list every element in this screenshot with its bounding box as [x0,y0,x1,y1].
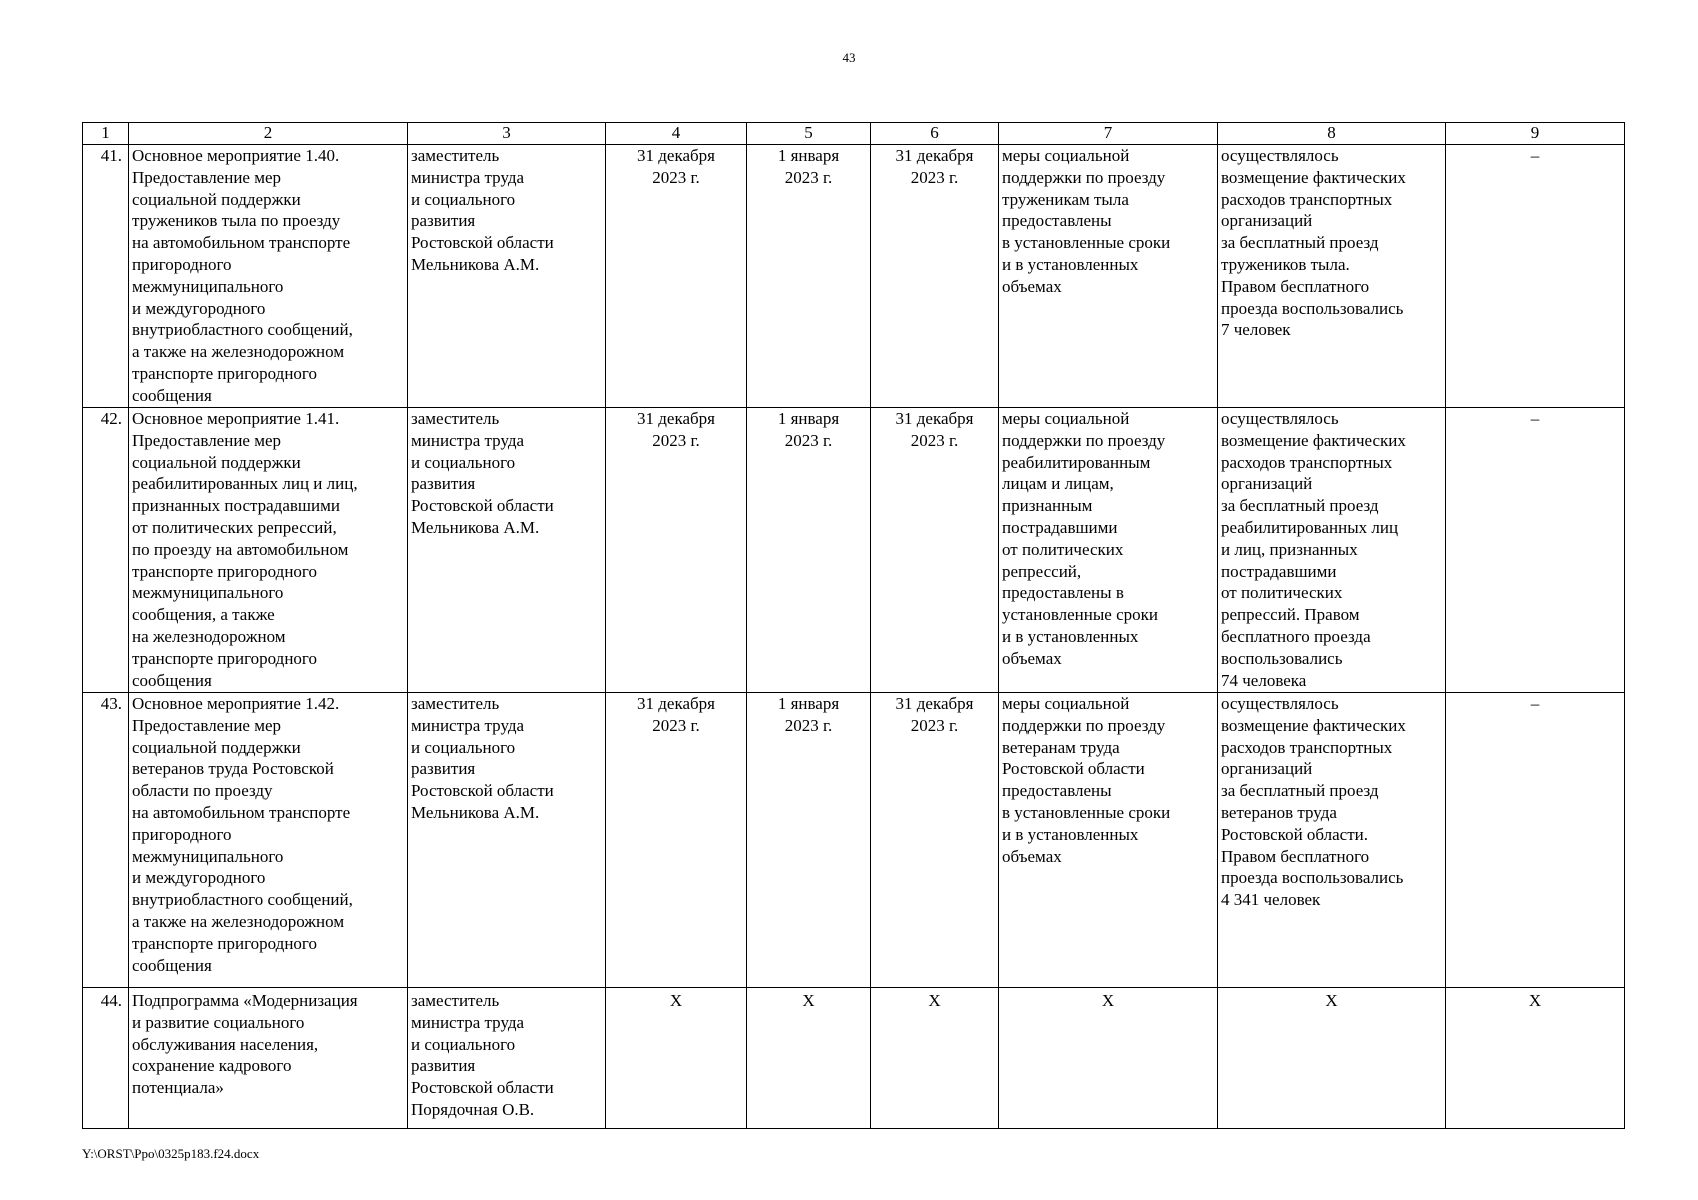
planned-end-date-cell: 31 декабря 2023 г. [606,408,747,693]
responsible-cell: заместитель министра труда и социального развития Ростовской области Порядочная О.В. [408,988,606,1129]
responsible-cell: заместитель министра труда и социального развития Ростовской области Мельникова А.М. [408,145,606,408]
measure-name-cell: Основное мероприятие 1.42. Предоставление мер социальной поддержки ветеранов труда Ростовской области по проезду на автомобильном транспорте пригородного межмуниципального и междугородного внутриобластного сообщений, а также на железнодорожном транспорте пригородного сообщения [129,693,408,988]
table-row [83,145,1625,408]
page-number: 43 [842,50,856,65]
column-header: 9 [1446,123,1625,145]
notes-cell: X [1446,988,1625,1129]
notes-cell: – [1446,145,1625,408]
column-header: 4 [606,123,747,145]
planned-result-cell: меры социальной поддержки по проезду реабилитированным лицам и лицам, признанным пострадавшими от политических репрессий, предоставлены в установленные сроки и в установленных объемах [999,408,1218,693]
actual-start-date-cell: X [747,988,871,1129]
planned-end-date-cell: X [606,988,747,1129]
column-header: 6 [871,123,999,145]
actual-result-cell: X [1218,988,1446,1129]
actual-start-date-cell: 1 января 2023 г. [747,408,871,693]
actual-end-date-cell: 31 декабря 2023 г. [871,693,999,988]
notes-cell: – [1446,408,1625,693]
actual-end-date-cell: 31 декабря 2023 г. [871,145,999,408]
column-number-row [83,123,1625,145]
actual-result-cell: осуществлялось возмещение фактических расходов транспортных организаций за бесплатный проезд тружеников тыла. Правом бесплатного проезда воспользовались 7 человек [1218,145,1446,408]
row-number: 43. [83,693,129,988]
planned-result-cell: X [999,988,1218,1129]
report-table [82,122,1625,1129]
table-row [83,693,1625,988]
column-header: 8 [1218,123,1446,145]
actual-result-cell: осуществлялось возмещение фактических расходов транспортных организаций за бесплатный проезд ветеранов труда Ростовской области. Правом бесплатного проезда воспользовались 4 341 человек [1218,693,1446,988]
table-row [83,408,1625,693]
actual-result-cell: осуществлялось возмещение фактических расходов транспортных организаций за бесплатный проезд реабилитированных лиц и лиц, признанных пострадавшими от политических репрессий. Правом бесплатного проезда воспользовались 74 человека [1218,408,1446,693]
table-row [83,988,1625,1129]
column-header: 3 [408,123,606,145]
measure-name-cell: Основное мероприятие 1.40. Предоставление мер социальной поддержки тружеников тыла по проезду на автомобильном транспорте пригородного межмуниципального и междугородного внутриобластного сообщений, а также на железнодорожном транспорте пригородного сообщения [129,145,408,408]
actual-end-date-cell: X [871,988,999,1129]
column-header: 1 [83,123,129,145]
responsible-cell: заместитель министра труда и социального развития Ростовской области Мельникова А.М. [408,408,606,693]
row-number: 41. [83,145,129,408]
notes-cell: – [1446,693,1625,988]
planned-end-date-cell: 31 декабря 2023 г. [606,693,747,988]
planned-end-date-cell: 31 декабря 2023 г. [606,145,747,408]
responsible-cell: заместитель министра труда и социального развития Ростовской области Мельникова А.М. [408,693,606,988]
planned-result-cell: меры социальной поддержки по проезду ветеранам труда Ростовской области предоставлены в установленные сроки и в установленных объемах [999,693,1218,988]
column-header: 5 [747,123,871,145]
column-header: 2 [129,123,408,145]
planned-result-cell: меры социальной поддержки по проезду труженикам тыла предоставлены в установленные сроки и в установленных объемах [999,145,1218,408]
row-number: 42. [83,408,129,693]
measure-name-cell: Основное мероприятие 1.41. Предоставление мер социальной поддержки реабилитированных лиц и лиц, признанных пострадавшими от политических репрессий, по проезду на автомобильном транспорте пригородного межмуниципального сообщения, а также на железнодорожном транспорте пригородного сообщения [129,408,408,693]
document-file-path: Y:\ORST\Ppo\0325p183.f24.docx [82,1146,260,1161]
row-number: 44. [83,988,129,1129]
actual-start-date-cell: 1 января 2023 г. [747,693,871,988]
measure-name-cell: Подпрограмма «Модернизация и развитие социального обслуживания населения, сохранение кадрового потенциала» [129,988,408,1129]
column-header: 7 [999,123,1218,145]
actual-start-date-cell: 1 января 2023 г. [747,145,871,408]
actual-end-date-cell: 31 декабря 2023 г. [871,408,999,693]
